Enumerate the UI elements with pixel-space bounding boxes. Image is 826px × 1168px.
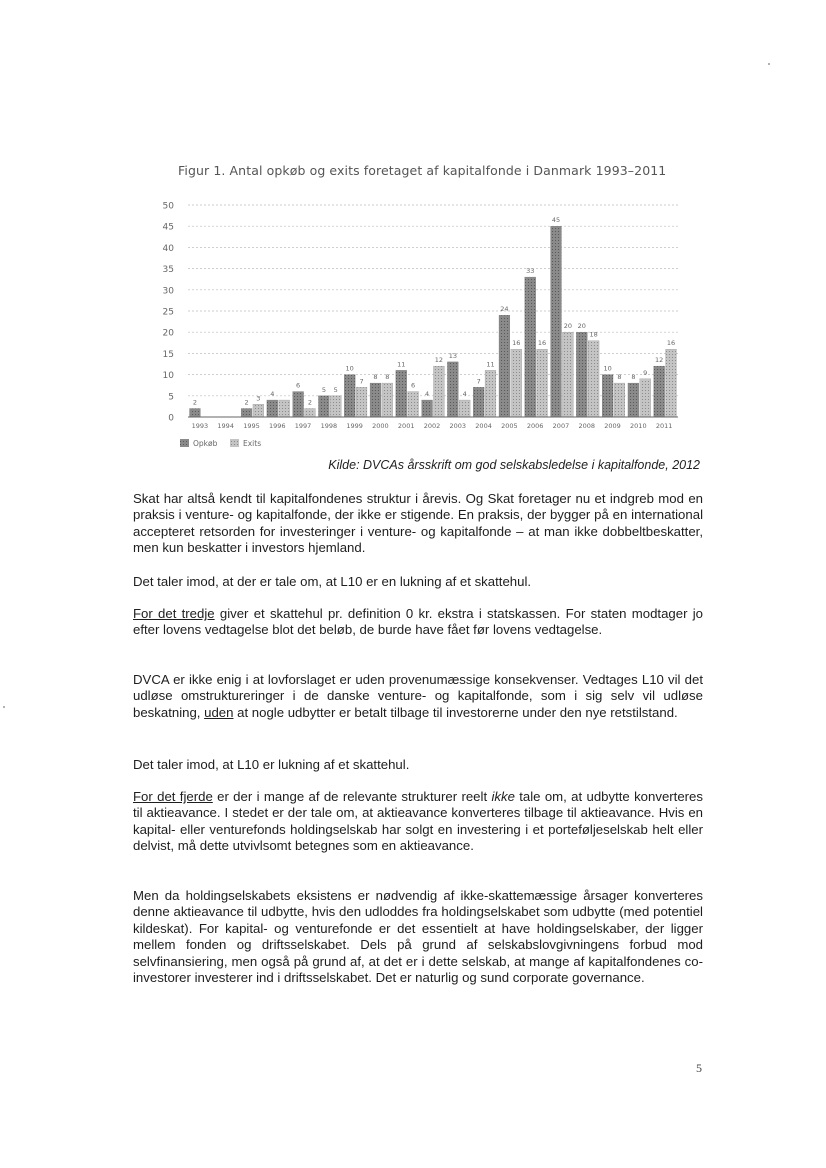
bar-opkob (576, 332, 587, 417)
scan-speck (3, 706, 5, 708)
bar-exits (279, 400, 290, 417)
paragraph-7: Men da holdingselskabets eksistens er nødvendig af ikke-skattemæssige årsager konverteres denne aktieavance til udbytte, hvis den udloddes fra holdingselskabet som udbytte (med potentiel kildeskat). For kapital- og venturefonde er det essentielt at have holdingselskaber, der ligger mellem fonden og driftsselskabet. Dels på grund af selskabslovgivningens forbud mod selvfinansiering, men også på grund af, at det er i dette selskab, at mange af kapitalfondenes co-investorer investerer ind i driftsselskabet. Det er naturlig og sund corporate governance. (133, 888, 703, 986)
data-label-opkob: 8 (373, 373, 378, 382)
data-label-exits: 16 (512, 339, 521, 348)
paragraph-6-lead: For det fjerde (133, 789, 213, 804)
figure-title: Figur 1. Antal opkøb og exits foretaget af kapitalfonde i Danmark 1993–2011 (178, 163, 667, 178)
data-label-exits: 16 (666, 339, 676, 348)
data-label-opkob: 13 (448, 351, 457, 360)
bar-opkob (447, 362, 458, 417)
y-tick-label: 40 (162, 243, 174, 254)
x-tick-label: 2008 (578, 422, 596, 430)
data-label-exits: 8 (385, 373, 390, 382)
x-tick-label: 2010 (630, 422, 647, 430)
x-tick-label: 1994 (217, 422, 234, 430)
paragraph-3 (133, 606, 703, 639)
x-tick-label: 2001 (397, 422, 415, 430)
paragraph-4-text-b: at nogle udbytter er betalt tilbage til investorerne under den nye retstilstand. (233, 704, 678, 720)
y-tick-label: 20 (162, 328, 174, 339)
legend-swatch-exits (230, 439, 239, 447)
paragraph-2: Det taler imod, at der er tale om, at L10 er en lukning af et skattehul. (133, 574, 532, 589)
bar-opkob (396, 370, 407, 417)
paragraph-6-italic: ikke (491, 789, 515, 804)
x-tick-label: 2006 (526, 422, 544, 430)
bar-exits (253, 404, 264, 417)
data-label-exits: 2 (307, 398, 313, 407)
data-label-exits: 16 (537, 339, 547, 348)
bar-opkob (628, 383, 639, 417)
data-label-exits: 4 (462, 390, 467, 399)
data-label-opkob: 7 (476, 377, 481, 386)
x-tick-label: 1995 (243, 422, 260, 430)
bar-exits (433, 366, 444, 417)
bar-exits (562, 332, 573, 417)
paragraph-3-text: giver et skattehul pr. definition 0 kr. ekstra i statskassen. For staten modtager jo efter lovens vedtagelse blot det beløb, de burde have fået før lovens vedtagelse. (133, 606, 703, 638)
data-label-opkob: 11 (397, 360, 406, 369)
bar-exits (614, 383, 625, 417)
x-tick-label: 1998 (320, 422, 338, 430)
paragraph-4 (133, 672, 703, 721)
bar-exits (537, 349, 548, 417)
bar-exits (588, 341, 599, 417)
legend-swatch-opkob (180, 439, 189, 447)
paragraph-4-underline: uden (204, 704, 234, 720)
data-label-opkob: 4 (270, 390, 275, 399)
bar-exits (382, 383, 393, 417)
bar-opkob (267, 400, 278, 417)
data-label-exits: 11 (486, 360, 495, 369)
bar-opkob (499, 315, 510, 417)
bar-exits (330, 396, 341, 417)
y-tick-label: 10 (162, 371, 174, 382)
chart-bars (190, 226, 677, 417)
bar-opkob (318, 396, 329, 417)
bar-opkob (602, 375, 613, 417)
y-tick-label: 45 (162, 222, 174, 233)
data-label-exits: 9 (643, 368, 648, 377)
x-tick-label: 2004 (475, 422, 492, 430)
data-label-opkob: 8 (631, 373, 636, 382)
x-tick-label: 1993 (191, 422, 209, 430)
paragraph-6-text-b: tale om, at udbytte konverteres til aktieavance. I stedet er der tale om, at aktieavance konverteres tilbage til aktieavance. Hvis en kapital- eller venturefonds holdingselskab har solgt en investering i et porteføljeselskab helt eller delvist, må dette utvivlsomt betegnes som en aktieavance. (133, 789, 703, 854)
x-tick-label: 1999 (346, 422, 363, 430)
bar-exits (666, 349, 677, 417)
data-label-exits: 5 (333, 385, 338, 394)
data-label-opkob: 12 (655, 356, 664, 365)
x-tick-label: 2003 (449, 422, 467, 430)
y-tick-label: 0 (168, 413, 174, 424)
bar-opkob (473, 387, 484, 417)
bar-opkob (551, 226, 562, 417)
x-tick-label: 2011 (655, 422, 673, 430)
x-tick-label: 1996 (268, 422, 286, 430)
y-tick-label: 25 (162, 307, 174, 318)
data-label-opkob: 5 (321, 385, 326, 394)
bar-exits (305, 409, 316, 417)
bar-opkob (190, 409, 201, 417)
data-label-opkob: 24 (500, 305, 509, 314)
bar-opkob (370, 383, 381, 417)
legend-label-exits: Exits (243, 439, 262, 448)
legend-label-opkob: Opkøb (193, 439, 218, 448)
paragraph-6 (133, 789, 703, 855)
bar-exits (356, 387, 367, 417)
data-label-exits: 12 (434, 356, 444, 365)
data-label-opkob: 45 (551, 216, 561, 225)
paragraph-3-lead: For det tredje (133, 606, 215, 621)
bar-exits (485, 370, 496, 417)
y-tick-label: 15 (162, 349, 174, 360)
bar-opkob (422, 400, 433, 417)
data-label-exits: 8 (617, 373, 622, 382)
bar-opkob (293, 392, 304, 417)
x-tick-label: 2009 (604, 422, 621, 430)
bar-opkob (344, 375, 355, 417)
bar-chart (150, 195, 690, 455)
y-tick-label: 5 (168, 392, 174, 403)
data-label-opkob: 2 (192, 398, 198, 407)
figure-source: Kilde: DVCAs årsskrift om god selskabsledelse i kapitalfonde, 2012 (328, 458, 700, 472)
bar-exits (511, 349, 522, 417)
y-tick-label: 30 (162, 286, 174, 297)
y-tick-label: 35 (162, 265, 174, 276)
data-label-opkob: 20 (577, 322, 586, 331)
data-label-opkob: 2 (244, 398, 249, 407)
paragraph-1: Skat har altså kendt til kapitalfondenes struktur i årevis. Og Skat foretager nu et indgreb mod en praksis i venture- og kapitalfonde, der ikke er stigende. En praksis, der bygger på en international accepteret retsorden for investeringer i venture- og kapitalfonde – at man ikke dobbeltbeskatter, men kun beskatter i investors hjemland. (133, 491, 703, 556)
bar-exits (640, 379, 651, 417)
x-tick-label: 2000 (372, 422, 389, 430)
data-label-exits: 20 (563, 322, 572, 331)
data-label-opkob: 6 (296, 381, 301, 390)
data-label-opkob: 4 (424, 390, 430, 399)
x-tick-label: 2005 (501, 422, 518, 430)
y-tick-label: 50 (162, 201, 174, 212)
bar-opkob (525, 277, 536, 417)
data-label-opkob: 10 (345, 364, 354, 373)
page-number: 5 (696, 1061, 702, 1075)
paragraph-4-text-a: DVCA er ikke enig i at lovforslaget er uden provenumæssige konsekvenser. Vedtages L10 vil det udløse omstruktureringer i de danske venture- og kapitalfonde, som i sig selv vil udløse beskatning, (133, 672, 703, 720)
data-label-exits: 6 (411, 381, 416, 390)
bar-opkob (654, 366, 665, 417)
bar-exits (459, 400, 470, 417)
x-tick-label: 2002 (423, 422, 441, 430)
data-label-opkob: 10 (603, 364, 612, 373)
bar-opkob (241, 409, 252, 417)
data-label-opkob: 33 (526, 267, 535, 276)
data-label-exits: 18 (589, 330, 598, 339)
chart-legend (180, 439, 261, 448)
paragraph-5: Det taler imod, at L10 er lukning af et skattehul. (133, 757, 410, 772)
bar-exits (408, 392, 419, 417)
paragraph-6-text-a: er der i mange af de relevante strukturer reelt (212, 789, 492, 804)
data-label-exits: 3 (256, 394, 261, 403)
data-label-exits: 7 (359, 377, 364, 386)
x-tick-label: 2007 (552, 422, 570, 430)
scan-speck (768, 63, 770, 65)
x-tick-label: 1997 (294, 422, 312, 430)
